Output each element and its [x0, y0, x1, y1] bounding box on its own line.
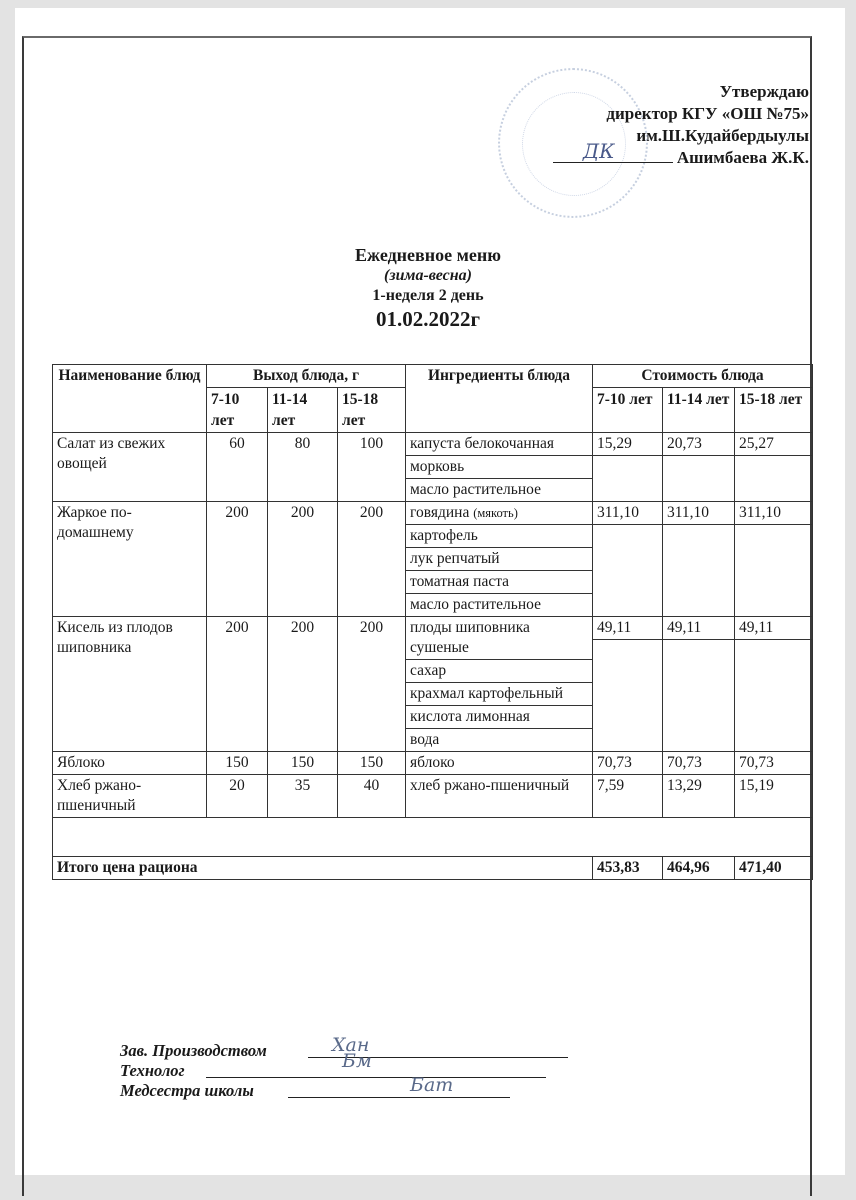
total-7-10: 453,83 — [593, 857, 663, 880]
header-yield-age-7-10: 7-10 лет — [207, 388, 268, 433]
director-signature: ДК — [582, 139, 615, 163]
cost-11-14: 70,73 — [663, 752, 735, 775]
cost-15-18: 311,10 — [735, 502, 813, 525]
ingredient: сахар — [406, 660, 593, 683]
season-subtitle: (зима-весна) — [384, 267, 472, 284]
blank-cell — [53, 818, 813, 857]
cost-15-18: 25,27 — [735, 433, 813, 456]
yield-7-10: 60 — [207, 433, 268, 502]
ingredient: крахмал картофельный — [406, 683, 593, 706]
header-cost: Стоимость блюда — [593, 365, 813, 388]
ingredient: лук репчатый — [406, 548, 593, 571]
cost-7-10: 49,11 — [593, 617, 663, 640]
yield-11-14: 35 — [268, 775, 338, 818]
header-yield: Выход блюда, г — [207, 365, 406, 388]
ingredient: кислота лимонная — [406, 706, 593, 729]
header-yield-age-15-18: 15-18 лет — [338, 388, 406, 433]
cost-11-14: 20,73 — [663, 433, 735, 456]
cost-empty — [735, 456, 813, 502]
ingredient-note: (мякоть) — [473, 506, 518, 520]
cost-empty — [735, 525, 813, 617]
table-row — [53, 775, 813, 818]
ingredient: картофель — [406, 525, 593, 548]
ingredient: масло растительное — [406, 594, 593, 617]
yield-15-18: 40 — [338, 775, 406, 818]
yield-11-14: 200 — [268, 617, 338, 752]
ingredient: капуста белокочанная — [406, 433, 593, 456]
signature-role: Технолог — [120, 1061, 185, 1080]
cost-15-18: 70,73 — [735, 752, 813, 775]
ingredient: морковь — [406, 456, 593, 479]
cost-7-10: 15,29 — [593, 433, 663, 456]
signature-mark: Хан — [332, 1034, 370, 1056]
document-title-block — [0, 244, 856, 332]
signature-role: Зав. Производством — [120, 1041, 267, 1060]
cost-7-10: 311,10 — [593, 502, 663, 525]
yield-7-10: 200 — [207, 617, 268, 752]
signature-role: Медсестра школы — [120, 1081, 254, 1100]
week-day-label: 1-неделя 2 день — [372, 287, 484, 304]
ingredient-name: плоды шиповника — [410, 619, 530, 636]
cost-empty — [663, 525, 735, 617]
cost-empty — [593, 525, 663, 617]
ingredient: яблоко — [406, 752, 593, 775]
table-row — [53, 617, 813, 640]
signature-line — [288, 1097, 510, 1098]
table-header-row — [53, 365, 813, 388]
ingredient: масло растительное — [406, 479, 593, 502]
dish-name: Яблоко — [53, 752, 207, 775]
table-row — [53, 433, 813, 456]
approval-signer — [553, 139, 809, 169]
ingredient: хлеб ржано-пшеничный — [406, 775, 593, 818]
header-cost-age-15-18: 15-18 лет — [735, 388, 813, 433]
cost-empty — [663, 640, 735, 752]
menu-table — [52, 364, 813, 880]
document-title: Ежедневное меню — [355, 245, 501, 265]
cost-15-18: 15,19 — [735, 775, 813, 818]
table-row-blank — [53, 818, 813, 857]
director-signature-line — [553, 139, 673, 163]
ingredient-name-cont: сушеные — [410, 639, 469, 656]
header-cost-age-7-10: 7-10 лет — [593, 388, 663, 433]
yield-11-14: 150 — [268, 752, 338, 775]
dish-name: Салат из свежих овощей — [53, 433, 207, 502]
approval-school-name: им.Ш.Кудайбердыулы — [636, 126, 809, 145]
dish-name: Жаркое по-домашнему — [53, 502, 207, 617]
signature-line — [206, 1077, 546, 1078]
total-11-14: 464,96 — [663, 857, 735, 880]
cost-7-10: 70,73 — [593, 752, 663, 775]
yield-7-10: 200 — [207, 502, 268, 617]
signature-mark: Бм — [342, 1050, 372, 1072]
yield-11-14: 200 — [268, 502, 338, 617]
yield-7-10: 20 — [207, 775, 268, 818]
total-15-18: 471,40 — [735, 857, 813, 880]
yield-15-18: 150 — [338, 752, 406, 775]
ingredient — [406, 617, 593, 660]
ingredient: вода — [406, 729, 593, 752]
header-cost-age-11-14: 11-14 лет — [663, 388, 735, 433]
signature-mark: Бат — [410, 1074, 454, 1096]
cost-empty — [663, 456, 735, 502]
table-row — [53, 752, 813, 775]
ingredient: томатная паста — [406, 571, 593, 594]
ingredient — [406, 502, 593, 525]
cost-empty — [593, 640, 663, 752]
total-label: Итого цена рациона — [53, 857, 593, 880]
table-row — [53, 502, 813, 525]
approval-position: директор КГУ «ОШ №75» — [606, 104, 809, 123]
cost-11-14: 49,11 — [663, 617, 735, 640]
header-ingredients: Ингредиенты блюда — [406, 365, 593, 433]
cost-7-10: 7,59 — [593, 775, 663, 818]
yield-15-18: 200 — [338, 502, 406, 617]
cost-empty — [593, 456, 663, 502]
header-dish-name: Наименование блюд — [53, 365, 207, 433]
table-row-total — [53, 857, 813, 880]
header-yield-age-11-14: 11-14 лет — [268, 388, 338, 433]
yield-15-18: 100 — [338, 433, 406, 502]
yield-11-14: 80 — [268, 433, 338, 502]
menu-date: 01.02.2022г — [375, 307, 481, 331]
ingredient-name: говядина — [410, 504, 470, 521]
signature-row — [120, 1034, 370, 1061]
cost-11-14: 311,10 — [663, 502, 735, 525]
cost-11-14: 13,29 — [663, 775, 735, 818]
director-name: Ашимбаева Ж.К. — [676, 148, 809, 167]
signatures-block — [120, 1034, 454, 1101]
dish-name: Хлеб ржано-пшеничный — [53, 775, 207, 818]
yield-15-18: 200 — [338, 617, 406, 752]
dish-name: Кисель из плодов шиповника — [53, 617, 207, 752]
approval-title: Утверждаю — [719, 82, 809, 101]
cost-15-18: 49,11 — [735, 617, 813, 640]
cost-empty — [735, 640, 813, 752]
signature-row — [120, 1074, 454, 1101]
yield-7-10: 150 — [207, 752, 268, 775]
approval-block — [553, 81, 809, 169]
